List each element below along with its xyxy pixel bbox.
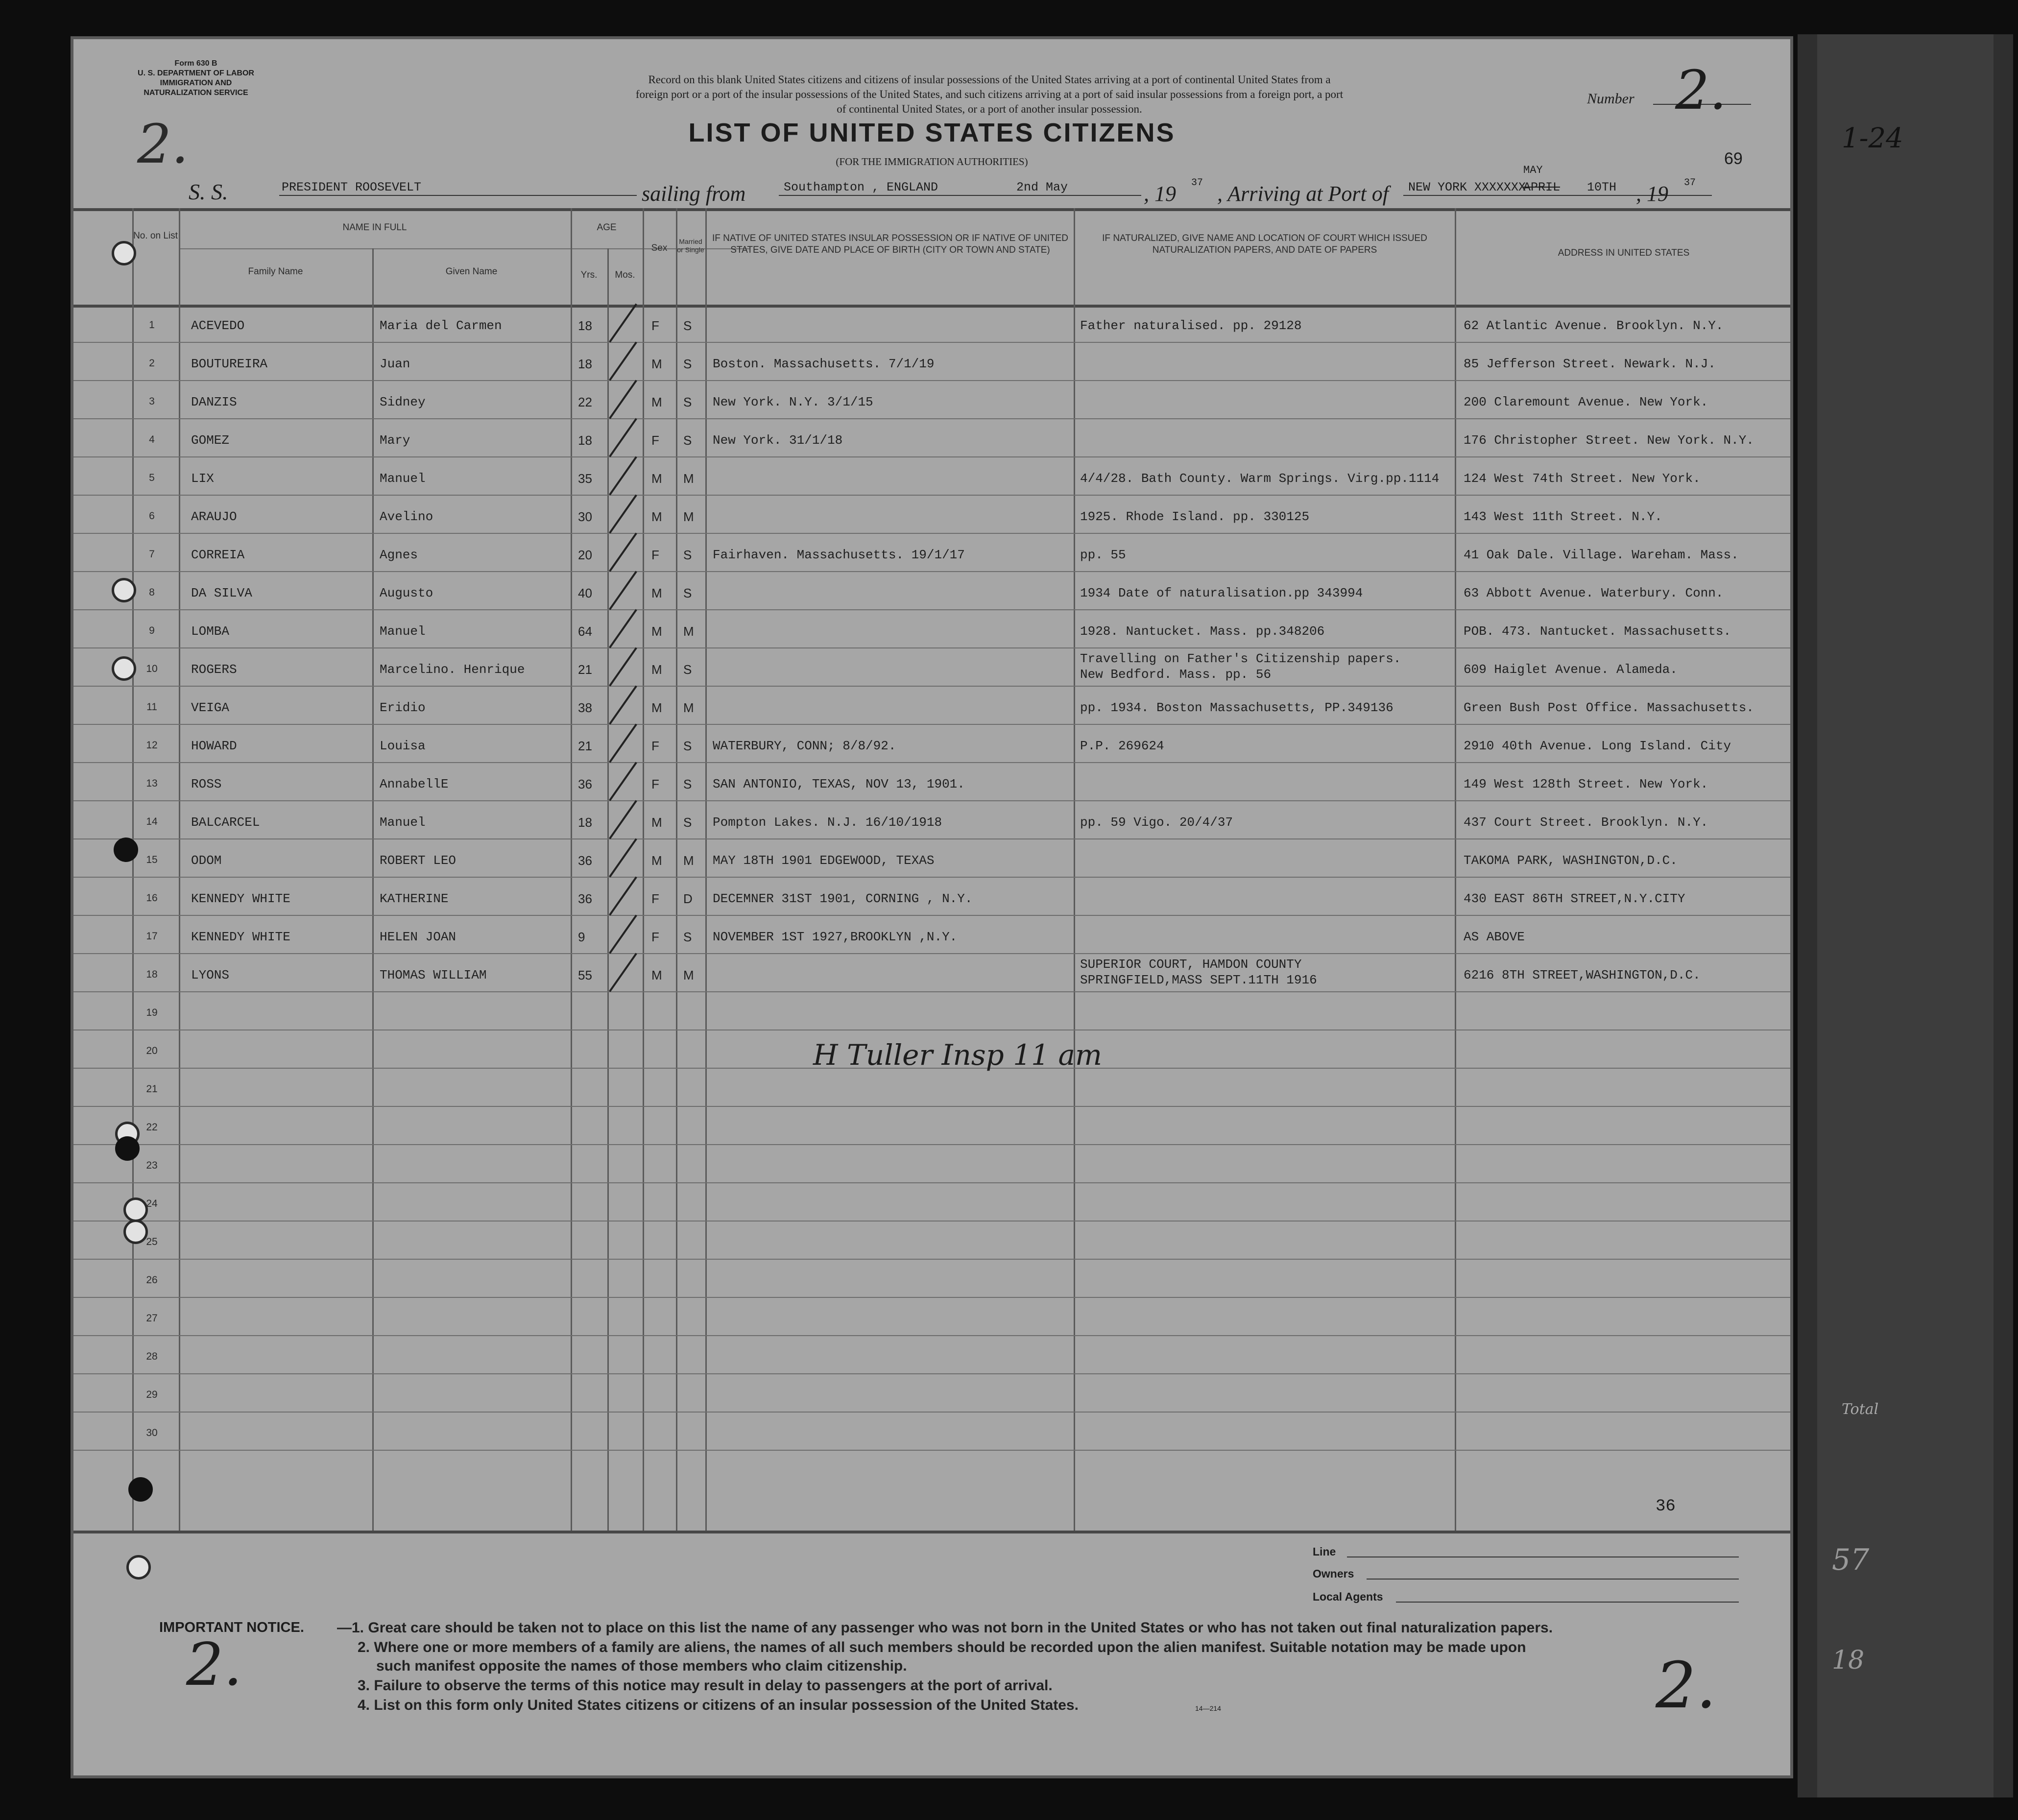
number-value: 2. — [1675, 59, 1727, 121]
given-name: Eridio — [380, 700, 426, 715]
table-row — [73, 1107, 1790, 1145]
table-row — [73, 343, 1790, 381]
port-from: Southampton , ENGLAND — [784, 180, 938, 194]
family-name: GOMEZ — [191, 433, 230, 448]
margin-total-label: Total — [1842, 1401, 1879, 1418]
header-yrs: Yrs. — [580, 270, 598, 280]
row-number: 16 — [146, 892, 158, 904]
header-age: AGE — [597, 222, 617, 233]
service-name: IMMIGRATION AND NATURALIZATION SERVICE — [144, 79, 248, 97]
header-mos: Mos. — [615, 270, 635, 280]
row-number: 25 — [146, 1236, 158, 1247]
birth-place-date: Fairhaven. Massachusetts. 19/1/17 — [713, 548, 965, 562]
row-number: 12 — [146, 740, 158, 751]
row-number: 23 — [146, 1160, 158, 1171]
naturalization-info: pp. 59 Vigo. 20/4/37 — [1080, 815, 1233, 830]
arriving-label: , Arriving at Port of — [1217, 182, 1389, 206]
table-row — [73, 839, 1790, 878]
table-row — [73, 725, 1790, 763]
family-name: KENNEDY WHITE — [191, 891, 290, 906]
us-address: AS ABOVE — [1464, 930, 1525, 944]
ship-name: PRESIDENT ROOSEVELT — [282, 180, 422, 194]
family-name: ROSS — [191, 777, 222, 791]
given-name: THOMAS WILLIAM — [380, 968, 487, 982]
year-prefix-2: , 19 — [1636, 182, 1668, 206]
sex: F — [651, 930, 659, 944]
naturalization-info: 1925. Rhode Island. pp. 330125 — [1080, 509, 1310, 524]
given-name: Juan — [380, 357, 410, 371]
us-address: POB. 473. Nantucket. Massachusetts. — [1464, 624, 1731, 639]
naturalization-info: Travelling on Father's Citizenship papers. — [1080, 651, 1401, 666]
print-code: 14—214 — [1195, 1704, 1221, 1712]
table-row — [73, 916, 1790, 954]
table-row — [73, 534, 1790, 572]
line-label: Line — [1313, 1545, 1336, 1558]
age-years: 18 — [578, 815, 592, 830]
family-name: VEIGA — [191, 700, 230, 715]
table-body — [73, 305, 1790, 1531]
marital-status: M — [683, 509, 694, 524]
check-mark — [609, 723, 637, 763]
check-mark — [609, 685, 637, 724]
naturalization-info-line2: New Bedford. Mass. pp. 56 — [1080, 667, 1272, 682]
handwritten-mark-bottom-left: 2. — [186, 1631, 242, 1699]
age-years: 18 — [578, 433, 592, 448]
check-mark — [609, 838, 637, 877]
port-from-line — [779, 195, 1141, 196]
birth-place-date: SAN ANTONIO, TEXAS, NOV 13, 1901. — [713, 777, 965, 791]
us-address: 149 West 128th Street. New York. — [1464, 777, 1708, 791]
row-number: 18 — [146, 969, 158, 980]
naturalization-info: pp. 55 — [1080, 548, 1126, 562]
us-address: 2910 40th Avenue. Long Island. City — [1464, 739, 1731, 753]
age-years: 9 — [578, 930, 585, 944]
family-name: ACEVEDO — [191, 318, 245, 333]
age-years: 21 — [578, 662, 592, 677]
binder-hole — [126, 1555, 151, 1580]
us-address: 176 Christopher Street. New York. N.Y. — [1464, 433, 1754, 448]
given-name: AnnabellE — [380, 777, 449, 791]
row-number: 22 — [146, 1122, 158, 1133]
sex: M — [651, 815, 662, 830]
table-row — [73, 1413, 1790, 1451]
birth-place-date: New York. N.Y. 3/1/15 — [713, 395, 873, 409]
family-name: HOWARD — [191, 739, 237, 753]
given-name: KATHERINE — [380, 891, 449, 906]
row-number: 14 — [146, 816, 158, 827]
row-number: 19 — [146, 1007, 158, 1018]
table-row — [73, 1145, 1790, 1183]
given-name: Maria del Carmen — [380, 318, 502, 333]
marital-status: M — [683, 471, 694, 486]
us-address: 200 Claremount Avenue. New York. — [1464, 395, 1708, 409]
table-row — [73, 1069, 1790, 1107]
binder-hole — [112, 241, 136, 265]
sex: F — [651, 891, 659, 906]
month-struck: APRIL — [1523, 180, 1561, 194]
marital-status: S — [683, 548, 692, 562]
table-row — [73, 801, 1790, 839]
marital-status: M — [683, 968, 694, 982]
check-mark — [609, 494, 637, 533]
check-mark — [609, 647, 637, 686]
total-count: 36 — [1656, 1497, 1676, 1516]
given-name: HELEN JOAN — [380, 930, 456, 944]
date-from: 2nd May — [1016, 180, 1068, 194]
family-name: ODOM — [191, 853, 222, 868]
sex: F — [651, 318, 659, 333]
binder-hole — [112, 578, 136, 602]
sex: F — [651, 777, 659, 791]
table-row — [73, 648, 1790, 687]
notice-item-3: 3. Failure to observe the terms of this notice may result in delay to passengers at the port of arrival. — [358, 1677, 1053, 1694]
us-address: 124 West 74th Street. New York. — [1464, 471, 1701, 486]
table-row — [73, 878, 1790, 916]
check-mark — [609, 418, 637, 457]
birth-place-date: NOVEMBER 1ST 1927,BROOKLYN ,N.Y. — [713, 930, 958, 944]
marital-status: S — [683, 777, 692, 791]
given-name: Manuel — [380, 624, 426, 639]
table-row — [73, 1298, 1790, 1336]
check-mark — [609, 380, 637, 419]
naturalization-info-line2: SPRINGFIELD,MASS SEPT.11TH 1916 — [1080, 973, 1317, 987]
table-row — [73, 496, 1790, 534]
row-number: 10 — [146, 663, 158, 674]
table-row — [73, 381, 1790, 419]
row-number: 17 — [146, 931, 158, 942]
handwritten-mark-top-left: 2. — [137, 113, 189, 175]
check-mark — [609, 571, 637, 610]
handwritten-mark-bottom-right: 2. — [1656, 1648, 1717, 1723]
sex: M — [651, 700, 662, 715]
sex: M — [651, 395, 662, 409]
us-address: Green Bush Post Office. Massachusetts. — [1464, 700, 1754, 715]
birth-place-date: New York. 31/1/18 — [713, 433, 843, 448]
birth-place-date: Pompton Lakes. N.J. 16/10/1918 — [713, 815, 942, 830]
given-name: ROBERT LEO — [380, 853, 456, 868]
us-address: TAKOMA PARK, WASHINGTON,D.C. — [1464, 853, 1678, 868]
year-2: 37 — [1684, 177, 1696, 189]
table-row — [73, 687, 1790, 725]
row-number: 9 — [149, 625, 155, 636]
age-years: 21 — [578, 739, 592, 753]
table-row — [73, 610, 1790, 648]
us-address: 41 Oak Dale. Village. Wareham. Mass. — [1464, 548, 1739, 562]
margin-mark-top: 1-24 — [1842, 122, 1903, 154]
check-mark — [609, 876, 637, 915]
sex: M — [651, 662, 662, 677]
marital-status: D — [683, 891, 693, 906]
age-years: 36 — [578, 891, 592, 906]
check-mark — [609, 762, 637, 801]
row-number: 6 — [149, 510, 155, 522]
age-years: 36 — [578, 853, 592, 868]
binder-hole — [123, 1197, 148, 1222]
row-number: 24 — [146, 1198, 158, 1209]
sex: F — [651, 548, 659, 562]
us-address: 85 Jefferson Street. Newark. N.J. — [1464, 357, 1716, 371]
header-sex: Sex — [651, 243, 668, 253]
birth-place-date: DECEMNER 31ST 1901, CORNING , N.Y. — [713, 891, 973, 906]
row-number: 2 — [149, 358, 155, 369]
sex: F — [651, 433, 659, 448]
table-row — [73, 419, 1790, 457]
department-name: U. S. DEPARTMENT OF LABOR — [138, 69, 254, 77]
birth-place-date: Boston. Massachusetts. 7/1/19 — [713, 357, 935, 371]
year-prefix-1: , 19 — [1144, 182, 1176, 206]
naturalization-info: P.P. 269624 — [1080, 739, 1164, 753]
us-address: 430 EAST 86TH STREET,N.Y.CITY — [1464, 891, 1685, 906]
table-row — [73, 1374, 1790, 1413]
given-name: Manuel — [380, 815, 426, 830]
record-instructions: Record on this blank United States citizens and citizens of insular possessions of the United States arriving at a port of continental United States from a foreign port or a port of the insular possessions of the United States, and such citizens arriving at a port of said insular possessions from a foreign port, a port of continental United States, or a port of another insular possession. — [635, 73, 1344, 115]
check-mark — [609, 953, 637, 992]
header-given-name: Given Name — [445, 266, 498, 277]
given-name: Sidney — [380, 395, 426, 409]
marital-status: S — [683, 739, 692, 753]
day-to: 10TH — [1587, 180, 1617, 194]
table-row — [73, 1336, 1790, 1374]
year-1: 37 — [1191, 177, 1203, 189]
naturalization-info: 1934 Date of naturalisation.pp 343994 — [1080, 586, 1363, 600]
page-number: 69 — [1724, 149, 1743, 168]
family-name: ARAUJO — [191, 509, 237, 524]
naturalization-info: 4/4/28. Bath County. Warm Springs. Virg.pp.1114 — [1080, 471, 1440, 486]
row-number: 20 — [146, 1045, 158, 1056]
sex: M — [651, 586, 662, 600]
marital-status: S — [683, 930, 692, 944]
age-years: 36 — [578, 777, 592, 791]
given-name: Agnes — [380, 548, 418, 562]
sailing-from-label: sailing from — [642, 182, 746, 206]
form-header — [132, 59, 260, 98]
check-mark — [609, 341, 637, 381]
row-number: 3 — [149, 396, 155, 407]
marital-status: S — [683, 318, 692, 333]
sex: M — [651, 968, 662, 982]
us-address: 609 Haiglet Avenue. Alameda. — [1464, 662, 1678, 677]
page-subtitle: (FOR THE IMMIGRATION AUTHORITIES) — [836, 156, 1028, 168]
header-address: ADDRESS IN UNITED STATES — [1558, 248, 1690, 258]
given-name: Marcelino. Henrique — [380, 662, 525, 677]
binder-hole — [123, 1220, 148, 1244]
table-row — [73, 1260, 1790, 1298]
us-address: 437 Court Street. Brooklyn. N.Y. — [1464, 815, 1708, 830]
age-years: 64 — [578, 624, 592, 639]
given-name: Louisa — [380, 739, 426, 753]
header-name-in-full: NAME IN FULL — [342, 222, 407, 233]
marital-status: S — [683, 662, 692, 677]
month-to: MAY — [1523, 164, 1543, 176]
family-name: KENNEDY WHITE — [191, 930, 290, 944]
marital-status: M — [683, 700, 694, 715]
given-name: Mary — [380, 433, 410, 448]
age-years: 38 — [578, 700, 592, 715]
number-label: Number — [1587, 91, 1634, 107]
marital-status: S — [683, 395, 692, 409]
table-row — [73, 457, 1790, 496]
naturalization-info: 1928. Nantucket. Mass. pp.348206 — [1080, 624, 1325, 639]
row-number: 1 — [149, 319, 155, 331]
table-row — [73, 305, 1790, 343]
sex: M — [651, 624, 662, 639]
ship-line — [279, 195, 637, 196]
marital-status: M — [683, 624, 694, 639]
row-number: 21 — [146, 1083, 158, 1095]
manifest-sheet — [73, 39, 1790, 1775]
binder-hole — [128, 1477, 153, 1502]
check-mark — [609, 800, 637, 839]
header-married-single: Married or Single — [677, 238, 704, 254]
port-to: NEW YORK XXXXXXX — [1408, 180, 1526, 194]
age-years: 20 — [578, 548, 592, 562]
row-number: 29 — [146, 1389, 158, 1400]
notice-title: IMPORTANT NOTICE. — [159, 1620, 304, 1635]
owners-label: Owners — [1313, 1567, 1354, 1580]
given-name: Manuel — [380, 471, 426, 486]
row-number: 26 — [146, 1274, 158, 1286]
adjacent-page-edge — [1798, 34, 2013, 1797]
family-name: BALCARCEL — [191, 815, 260, 830]
naturalization-info: Father naturalised. pp. 29128 — [1080, 318, 1302, 333]
family-name: LIX — [191, 471, 214, 486]
marital-status: S — [683, 586, 692, 600]
check-mark — [609, 609, 637, 648]
age-years: 40 — [578, 586, 592, 600]
page-title: LIST OF UNITED STATES CITIZENS — [688, 118, 1176, 147]
table-row — [73, 992, 1790, 1030]
age-years: 30 — [578, 509, 592, 524]
notice-item-2: 2. Where one or more members of a family are aliens, the names of all such members should be recorded upon the alien manifest. Suitable notation may be made upon — [358, 1639, 1526, 1655]
age-years: 22 — [578, 395, 592, 409]
header-family-name: Family Name — [248, 266, 303, 277]
table-row — [73, 1183, 1790, 1221]
age-years: 55 — [578, 968, 592, 982]
check-mark — [609, 303, 637, 342]
notice-item-2b: such manifest opposite the names of those members who claim citizenship. — [376, 1658, 907, 1674]
header-birth: IF NATIVE OF UNITED STATES INSULAR POSSESSION OR IF NATIVE OF UNITED STATES, GIVE DATE AND PLACE OF BIRTH (CITY OR TOWN AND STATE) — [712, 233, 1068, 255]
local-agents-label: Local Agents — [1313, 1590, 1383, 1603]
passenger-table — [73, 208, 1790, 1606]
given-name: Augusto — [380, 586, 433, 600]
age-years: 35 — [578, 471, 592, 486]
form-number: Form 630 B — [174, 59, 217, 68]
check-mark — [609, 914, 637, 954]
table-row — [73, 572, 1790, 610]
family-name: CORREIA — [191, 548, 245, 562]
binder-hole — [114, 838, 138, 862]
marital-status: S — [683, 433, 692, 448]
notice-item-1: —1. Great care should be taken not to place on this list the name of any passenger who was not born in the United States or who has not taken out final naturalization papers. — [337, 1620, 1553, 1636]
given-name: Avelino — [380, 509, 433, 524]
marital-status: M — [683, 853, 694, 868]
table-row — [73, 1221, 1790, 1260]
table-row — [73, 954, 1790, 992]
birth-place-date: WATERBURY, CONN; 8/8/92. — [713, 739, 896, 753]
sex: M — [651, 471, 662, 486]
marital-status: S — [683, 357, 692, 371]
family-name: DA SILVA — [191, 586, 252, 600]
marital-status: S — [683, 815, 692, 830]
inspector-signature: H Tuller Insp 11 am — [813, 1038, 1103, 1072]
row-number: 15 — [146, 854, 158, 865]
row-number: 8 — [149, 587, 155, 598]
binder-hole — [115, 1136, 140, 1161]
sex: M — [651, 509, 662, 524]
row-number: 7 — [149, 549, 155, 560]
sex: M — [651, 853, 662, 868]
margin-count: 57 — [1832, 1543, 1870, 1577]
family-name: BOUTUREIRA — [191, 357, 268, 371]
notice-item-4: 4. List on this form only United States citizens or citizens of an insular possession of the United States. — [358, 1697, 1079, 1713]
row-number: 30 — [146, 1427, 158, 1438]
row-number: 13 — [146, 778, 158, 789]
family-name: DANZIS — [191, 395, 237, 409]
family-name: ROGERS — [191, 662, 237, 677]
family-name: LOMBA — [191, 624, 230, 639]
header-naturalized: IF NATURALIZED, GIVE NAME AND LOCATION OF COURT WHICH ISSUED NATURALIZATION PAPERS, AND DATE OF PAPERS — [1102, 233, 1427, 255]
row-number: 11 — [146, 701, 157, 713]
binder-hole — [112, 656, 136, 681]
us-address: 6216 8TH STREET,WASHINGTON,D.C. — [1464, 968, 1701, 982]
us-address: 62 Atlantic Avenue. Brooklyn. N.Y. — [1464, 318, 1724, 333]
table-row — [73, 763, 1790, 801]
row-number: 4 — [149, 434, 155, 445]
naturalization-info: pp. 1934. Boston Massachusetts, PP.349136 — [1080, 700, 1393, 715]
age-years: 18 — [578, 357, 592, 371]
check-mark — [609, 456, 637, 495]
birth-place-date: MAY 18TH 1901 EDGEWOOD, TEXAS — [713, 853, 935, 868]
sex: M — [651, 357, 662, 371]
us-address: 63 Abbott Avenue. Waterbury. Conn. — [1464, 586, 1724, 600]
row-number: 28 — [146, 1351, 158, 1362]
margin-count-2: 18 — [1832, 1646, 1865, 1675]
row-number: 27 — [146, 1313, 158, 1324]
check-mark — [609, 532, 637, 572]
family-name: LYONS — [191, 968, 230, 982]
row-number: 5 — [149, 472, 155, 483]
us-address: 143 West 11th Street. N.Y. — [1464, 509, 1662, 524]
naturalization-info: SUPERIOR COURT, HAMDON COUNTY — [1080, 957, 1302, 972]
sex: F — [651, 739, 659, 753]
ss-label: S. S. — [189, 179, 228, 204]
age-years: 18 — [578, 318, 592, 333]
header-no-on-list: No. on List — [133, 231, 178, 241]
